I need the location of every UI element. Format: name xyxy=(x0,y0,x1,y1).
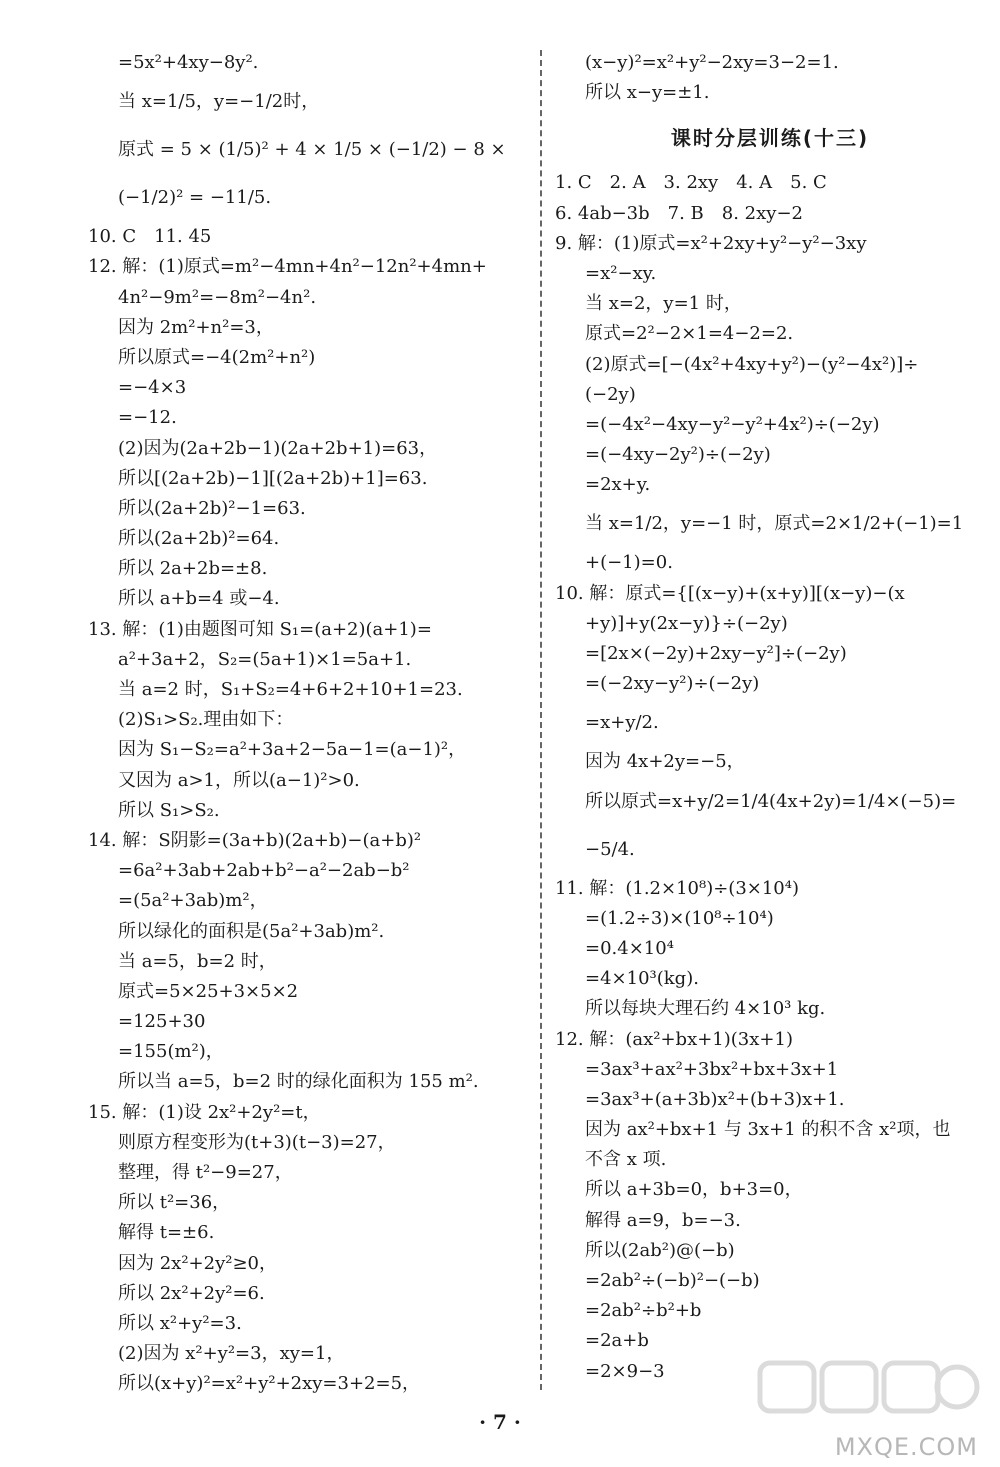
left-column-line: =5x²+4xy−8y². xyxy=(118,52,259,73)
right-column-line: =2ab²÷b²+b xyxy=(585,1300,702,1322)
left-column-line: 所以 2a+2b=±8. xyxy=(118,558,268,580)
left-column-line: 则原方程变形为(t+3)(t−3)=27， xyxy=(118,1131,396,1153)
left-column-line: 13. 解：(1)由题图可知 S₁=(a+2)(a+1)= xyxy=(88,618,432,640)
left-column-line: 因为 S₁−S₂=a²+3a+2−5a−1=(a−1)²， xyxy=(118,739,467,761)
left-column-line: =125+30 xyxy=(118,1011,206,1033)
right-column-line: 因为 ax²+bx+1 与 3x+1 的积不含 x²项，也 xyxy=(585,1119,951,1141)
left-column-line: 原式=5×25+3×5×2 xyxy=(118,980,299,1002)
left-column-line: 10. C 11. 45 xyxy=(88,226,212,248)
watermark-logo-icon xyxy=(752,1355,982,1445)
right-column-line: 6. 4ab−3b 7. B 8. 2xy−2 xyxy=(555,202,803,224)
right-column-line: 所以 a+3b=0，b+3=0， xyxy=(585,1179,803,1201)
right-column-line: +y)]+y(2x−y)}÷(−2y) xyxy=(585,612,788,634)
left-column-line: 所以(2a+2b)²=64. xyxy=(118,528,280,550)
left-column-line: 当 a=2 时，S₁+S₂=4+6+2+10+1=23. xyxy=(118,679,463,700)
right-column-line: 所以原式=x+y/2=1/4(4x+2y)=1/4×(−5)= xyxy=(585,790,957,812)
right-column-line: (x−y)²=x²+y²−2xy=3−2=1. xyxy=(585,52,839,73)
left-column-line: 所以 a+b=4 或−4. xyxy=(118,588,280,610)
left-column-line: 当 a=5，b=2 时， xyxy=(118,950,277,972)
right-column-line: =(−2xy−y²)÷(−2y) xyxy=(585,673,760,695)
right-column-line: =2x+y. xyxy=(585,474,651,496)
right-column-line: 当 x=1/2，y=−1 时，原式=2×1/2+(−1)=1 xyxy=(585,513,964,535)
left-column-line: 所以 S₁>S₂. xyxy=(118,799,220,821)
right-column-line: 9. 解：(1)原式=x²+2xy+y²−y²−3xy xyxy=(555,232,867,254)
left-column-line: 当 x=1/5，y=−1/2时， xyxy=(118,91,320,113)
right-column-line: =(1.2÷3)×(10⁸÷10⁴) xyxy=(585,907,774,929)
right-column xyxy=(555,48,985,1387)
left-column-line: 15. 解：(1)设 2x²+2y²=t， xyxy=(88,1101,321,1123)
right-column-line: 所以每块大理石约 4×10³ kg. xyxy=(585,998,826,1020)
left-column-line: 12. 解：(1)原式=m²−4mn+4n²−12n²+4mn+ xyxy=(88,256,487,278)
right-column-line: 原式=2²−2×1=4−2=2. xyxy=(585,323,794,345)
left-column-line: (2)S₁>S₂.理由如下： xyxy=(118,709,294,731)
left-column-line: 又因为 a>1，所以(a−1)²>0. xyxy=(118,769,360,791)
left-column-line: 所以[(2a+2b)−1][(2a+2b)+1]=63. xyxy=(118,467,428,489)
left-column xyxy=(88,48,528,1400)
left-column-line: 所以(x+y)²=x²+y²+2xy=3+2=5， xyxy=(118,1373,421,1395)
right-column-line: (2)原式=[−(4x²+4xy+y²)−(y²−4x²)]÷ xyxy=(585,353,919,375)
right-column-line: =[2x×(−2y)+2xy−y²]÷(−2y) xyxy=(585,643,847,664)
left-column-line: 所以当 a=5，b=2 时的绿化面积为 155 m². xyxy=(118,1071,479,1093)
left-column-line: 因为 2x²+2y²≥0， xyxy=(118,1252,277,1274)
left-column-line: =−12. xyxy=(118,407,177,429)
right-column-line: 10. 解：原式={[(x−y)+(x+y)][(x−y)−(x xyxy=(555,582,905,604)
right-column-line: 不含 x 项. xyxy=(585,1149,667,1171)
left-column-line: (−1/2)² = −11/5. xyxy=(118,187,272,209)
right-column-line: =2×9−3 xyxy=(585,1360,665,1382)
right-column-line: (−2y) xyxy=(585,383,636,405)
right-column-line: =3ax³+(a+3b)x²+(b+3)x+1. xyxy=(585,1088,845,1110)
left-column-line: 所以原式=−4(2m²+n²) xyxy=(118,346,316,368)
left-column-line: =(5a²+3ab)m²， xyxy=(118,890,268,912)
left-column-line: 解得 t=±6. xyxy=(118,1222,215,1244)
left-column-line: =6a²+3ab+2ab+b²−a²−2ab−b² xyxy=(118,860,410,882)
right-column-line: 1. C 2. A 3. 2xy 4. A 5. C xyxy=(555,172,827,194)
right-column-line: =(−4xy−2y²)÷(−2y) xyxy=(585,444,771,466)
left-column-line: a²+3a+2，S₂=(5a+1)×1=5a+1. xyxy=(118,648,412,670)
right-column-line: 解得 a=9，b=−3. xyxy=(585,1209,741,1231)
right-column-line: 因为 4x+2y=−5， xyxy=(585,751,745,773)
right-column-line: 当 x=2，y=1 时， xyxy=(585,293,742,315)
right-column-line: =4×10³(kg). xyxy=(585,968,699,990)
left-column-line: (2)因为 x²+y²=3，xy=1， xyxy=(118,1343,345,1365)
column-divider xyxy=(540,50,542,1390)
right-column-line: =2a+b xyxy=(585,1330,649,1352)
right-column-line: =x²−xy. xyxy=(585,262,657,284)
right-column-line: =0.4×10⁴ xyxy=(585,937,674,959)
right-column-line: =2ab²÷(−b)²−(−b) xyxy=(585,1270,760,1291)
right-column-line: 课时分层训练(十三) xyxy=(670,126,870,151)
left-column-line: =155(m²)， xyxy=(118,1041,224,1063)
watermark-text: MXQE.COM xyxy=(834,1433,978,1461)
right-column-line: =x+y/2. xyxy=(585,712,659,734)
left-column-line: 所以(2a+2b)²−1=63. xyxy=(118,497,306,519)
left-column-line: 14. 解：S阴影=(3a+b)(2a+b)−(a+b)² xyxy=(88,829,422,851)
right-column-line: =(−4x²−4xy−y²−y²+4x²)÷(−2y) xyxy=(585,413,880,435)
right-column-line: 所以 x−y=±1. xyxy=(585,82,710,104)
right-column-line: 12. 解：(ax²+bx+1)(3x+1) xyxy=(555,1028,793,1050)
left-column-line: (2)因为(2a+2b−1)(2a+2b+1)=63， xyxy=(118,437,438,459)
left-column-line: 整理，得 t²−9=27， xyxy=(118,1162,293,1183)
left-column-line: 所以绿化的面积是(5a²+3ab)m². xyxy=(118,920,385,942)
right-column-line: 所以(2ab²)@(−b) xyxy=(585,1239,735,1261)
right-column-line: =3ax³+ax²+3bx²+bx+3x+1 xyxy=(585,1058,839,1080)
left-column-line: 所以 t²=36， xyxy=(118,1192,231,1214)
right-column-line: −5/4. xyxy=(585,838,635,860)
left-column-line: 所以 x²+y²=3. xyxy=(118,1312,242,1334)
left-column-line: =−4×3 xyxy=(118,377,187,399)
left-column-line: 因为 2m²+n²=3， xyxy=(118,316,274,338)
left-column-line: 4n²−9m²=−8m²−4n². xyxy=(118,286,317,308)
left-column-line: 原式 = 5 × (1/5)² + 4 × 1/5 × (−1/2) − 8 × xyxy=(118,139,506,161)
right-column-line: +(−1)=0. xyxy=(585,552,673,574)
page-number: · 7 · xyxy=(479,1410,521,1434)
left-column-line: 所以 2x²+2y²=6. xyxy=(118,1282,265,1304)
right-column-line: 11. 解：(1.2×10⁸)÷(3×10⁴) xyxy=(555,877,800,899)
